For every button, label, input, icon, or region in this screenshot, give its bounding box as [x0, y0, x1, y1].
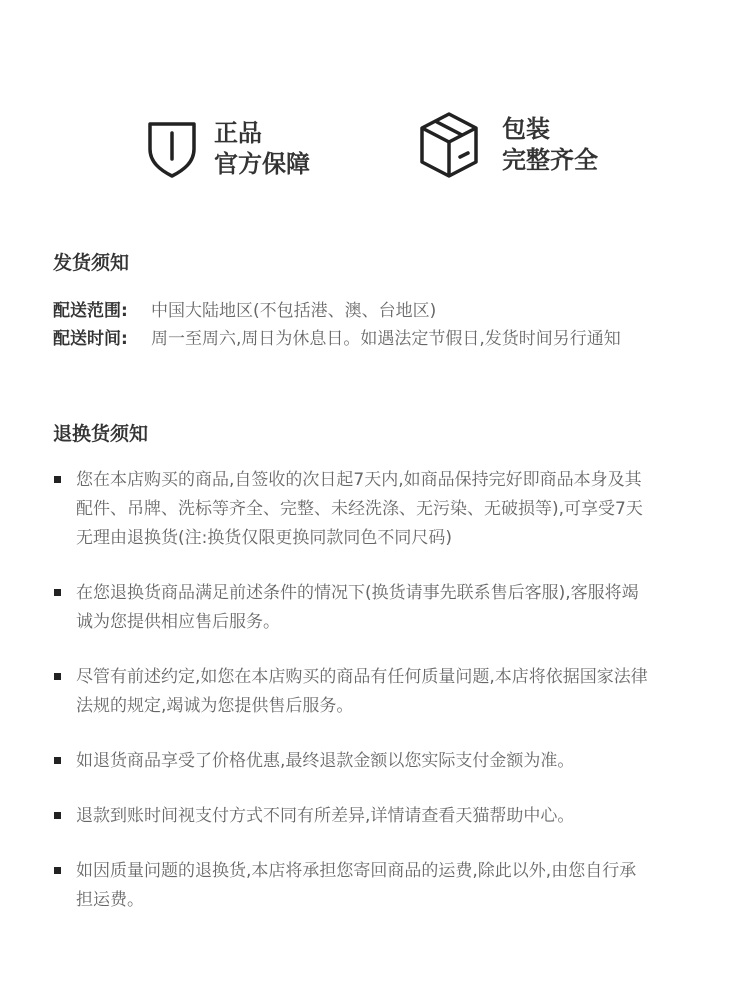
delivery-range-row — [53, 297, 436, 325]
square-bullet-icon — [54, 589, 61, 596]
delivery-time-row — [53, 325, 621, 353]
square-bullet-icon — [54, 673, 61, 680]
policy-item-seven-day-return — [53, 466, 653, 553]
policy-item-text: 如退货商品享受了价格优惠,最终退款金额以您实际支付金额为准。 — [76, 751, 575, 771]
authentic-guarantee-badge — [146, 118, 310, 180]
policy-item-text: 在您退换货商品满足前述条件的情况下(换货请事先联系售后客服),客服将竭诚为您提供相应售后服务。 — [76, 583, 639, 632]
policy-item-refund-amount — [53, 747, 653, 776]
square-bullet-icon — [54, 476, 61, 483]
returns-policy-list — [53, 466, 653, 941]
delivery-time-value: 周一至周六,周日为休息日。如遇法定节假日,发货时间另行通知 — [151, 329, 621, 349]
square-bullet-icon — [54, 867, 61, 874]
complete-packaging-badge — [418, 110, 598, 180]
policy-item-text: 退款到账时间视支付方式不同有所差异,详情请查看天猫帮助中心。 — [76, 806, 575, 826]
authentic-line2: 官方保障 — [214, 150, 310, 178]
policy-item-contact-service — [53, 579, 653, 637]
policy-item-text: 尽管有前述约定,如您在本店购买的商品有任何质量问题,本店将依据国家法律法规的规定,竭诚为您提供售后服务。 — [76, 667, 648, 716]
shield-icon — [146, 119, 198, 179]
policy-item-shipping-cost — [53, 857, 653, 915]
square-bullet-icon — [54, 757, 61, 764]
shipping-notice-title: 发货须知 — [53, 252, 130, 274]
policy-item-refund-timing — [53, 802, 653, 831]
square-bullet-icon — [54, 812, 61, 819]
returns-notice-title: 退换货须知 — [53, 423, 149, 445]
packaging-line2: 完整齐全 — [502, 146, 598, 174]
complete-packaging-text — [502, 114, 598, 176]
delivery-range-label: 配送范围: — [53, 301, 128, 321]
package-box-icon — [418, 110, 480, 180]
packaging-line1: 包装 — [502, 115, 550, 143]
authentic-guarantee-text — [214, 118, 310, 180]
policy-item-text: 如因质量问题的退换货,本店将承担您寄回商品的运费,除此以外,由您自行承担运费。 — [76, 861, 637, 910]
policy-item-text: 您在本店购买的商品,自签收的次日起7天内,如商品保持完好即商品本身及其配件、吊牌、洗标等齐全、完整、未经洗涤、无污染、无破损等),可享受7天无理由退换货(注:换货仅限更换同款同色不同尺码) — [76, 470, 643, 548]
delivery-time-label: 配送时间: — [53, 329, 128, 349]
policy-item-quality-issues — [53, 663, 653, 721]
authentic-line1: 正品 — [214, 119, 262, 147]
delivery-range-value: 中国大陆地区(不包括港、澳、台地区) — [151, 301, 437, 321]
